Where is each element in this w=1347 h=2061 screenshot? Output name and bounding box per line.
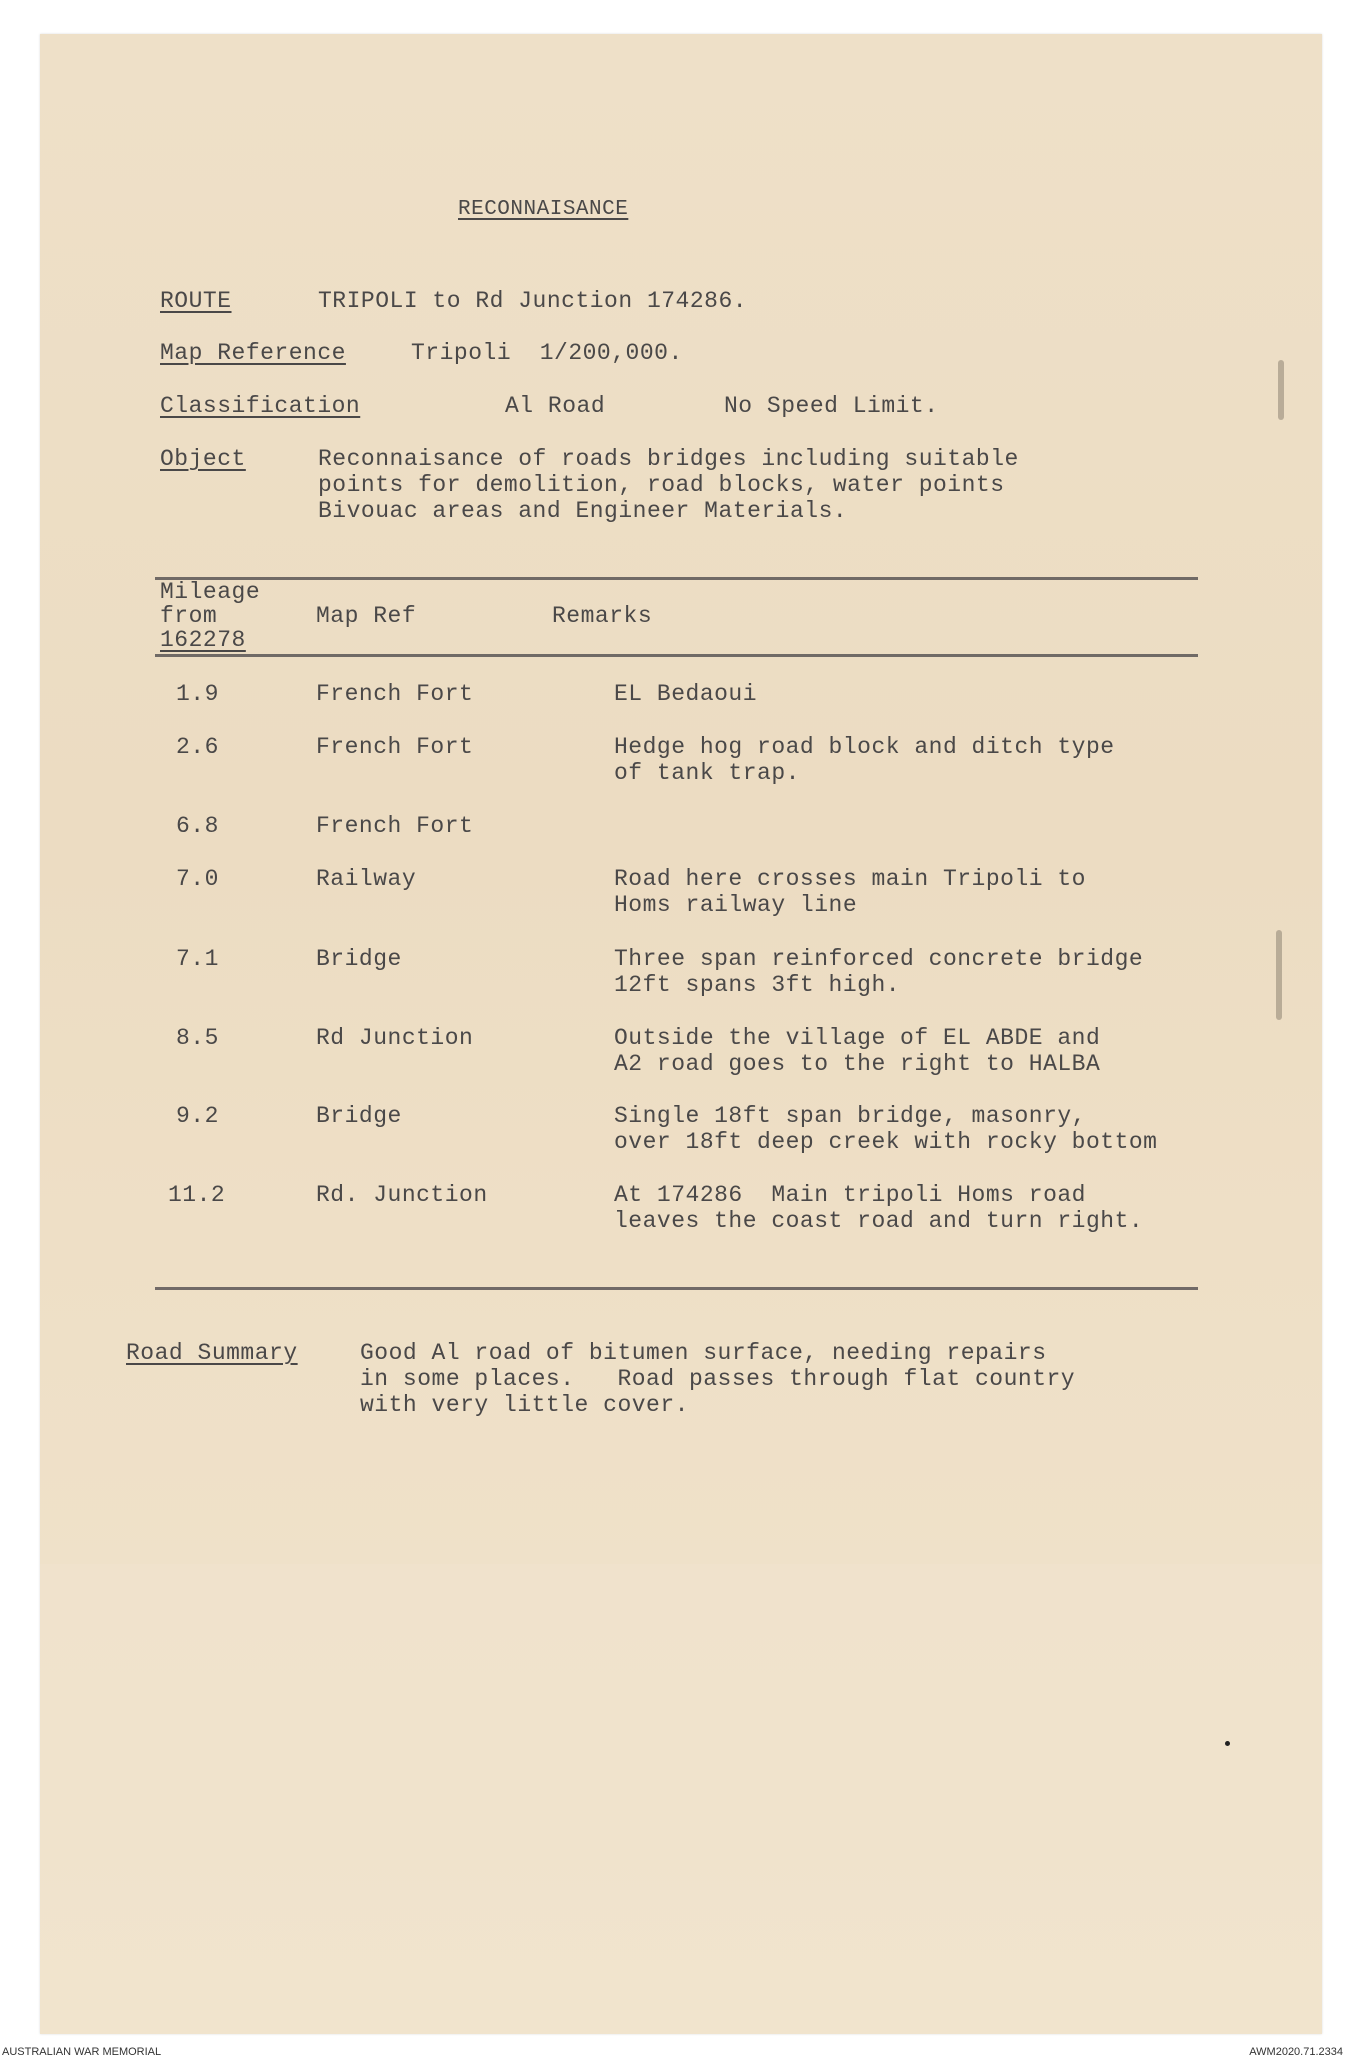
table-cell-remarks: Outside the village of EL ABDE and — [614, 1025, 1101, 1051]
road-summary-line: Good Al road of bitumen surface, needing repairs — [360, 1340, 1047, 1366]
table-cell-mileage: 1.9 — [176, 681, 219, 707]
document-title: RECONNAISANCE — [458, 198, 629, 221]
object-line: Reconnaisance of roads bridges including suitable — [318, 446, 1019, 472]
classification-label: Classification — [160, 393, 361, 419]
table-cell-mapref: French Fort — [316, 734, 474, 760]
table-cell-remarks: leaves the coast road and turn right. — [614, 1208, 1144, 1234]
mileage-header-line: Mileage — [160, 579, 261, 605]
edge-smudge — [1278, 360, 1284, 420]
table-cell-remarks: A2 road goes to the right to HALBA — [614, 1051, 1101, 1077]
footer-right-id: AWM2020.71.2334 — [1249, 2046, 1343, 2058]
table-cell-remarks: EL Bedaoui — [614, 681, 758, 707]
map-reference-label: Map Reference — [160, 340, 346, 366]
table-cell-remarks: Three span reinforced concrete bridge — [614, 946, 1144, 972]
route-value: TRIPOLI to Rd Junction 174286. — [318, 288, 748, 314]
table-cell-remarks: Hedge hog road block and ditch type — [614, 734, 1115, 760]
road-summary-line: with very little cover. — [360, 1392, 689, 1418]
table-bottom-rule — [155, 1287, 1198, 1290]
ink-speck — [1225, 1741, 1230, 1746]
map-reference-value: Tripoli 1/200,000. — [411, 340, 683, 366]
table-cell-mapref: Bridge — [316, 1103, 402, 1129]
object-line: Bivouac areas and Engineer Materials. — [318, 498, 848, 524]
table-cell-remarks: At 174286 Main tripoli Homs road — [614, 1182, 1086, 1208]
map-ref-header: Map Ref — [316, 603, 417, 629]
table-cell-mileage: 2.6 — [176, 734, 219, 760]
table-cell-mapref: Railway — [316, 866, 417, 892]
table-cell-mapref: French Fort — [316, 681, 474, 707]
footer-left-credit: AUSTRALIAN WAR MEMORIAL — [2, 2046, 162, 2058]
speed-limit-value: No Speed Limit. — [724, 393, 939, 419]
table-cell-mileage: 7.0 — [176, 866, 219, 892]
table-cell-mileage: 6.8 — [176, 813, 219, 839]
table-cell-mapref: Rd Junction — [316, 1025, 474, 1051]
table-cell-mapref: Bridge — [316, 946, 402, 972]
table-cell-mileage: 11.2 — [168, 1182, 226, 1208]
table-cell-mileage: 9.2 — [176, 1103, 219, 1129]
table-cell-mapref: French Fort — [316, 813, 474, 839]
remarks-header: Remarks — [552, 603, 653, 629]
edge-smudge — [1276, 930, 1282, 1020]
table-top-rule — [155, 577, 1198, 580]
table-cell-remarks: Single 18ft span bridge, masonry, — [614, 1103, 1086, 1129]
table-cell-mapref: Rd. Junction — [316, 1182, 488, 1208]
object-label: Object — [160, 446, 246, 472]
table-header-rule — [155, 654, 1198, 657]
table-cell-remarks: of tank trap. — [614, 760, 800, 786]
table-cell-remarks: 12ft spans 3ft high. — [614, 972, 901, 998]
route-label: ROUTE — [160, 288, 232, 314]
object-line: points for demolition, road blocks, water points — [318, 472, 1005, 498]
table-cell-remarks: Road here crosses main Tripoli to — [614, 866, 1086, 892]
table-cell-mileage: 7.1 — [176, 946, 219, 972]
mileage-header-line: from — [160, 603, 218, 629]
table-cell-remarks: Homs railway line — [614, 892, 858, 918]
mileage-header-line: 162278 — [160, 627, 246, 653]
table-cell-mileage: 8.5 — [176, 1025, 219, 1051]
road-summary-label: Road Summary — [126, 1340, 298, 1366]
road-summary-line: in some places. Road passes through flat country — [360, 1366, 1076, 1392]
classification-value: Al Road — [505, 393, 606, 419]
table-cell-remarks: over 18ft deep creek with rocky bottom — [614, 1129, 1158, 1155]
